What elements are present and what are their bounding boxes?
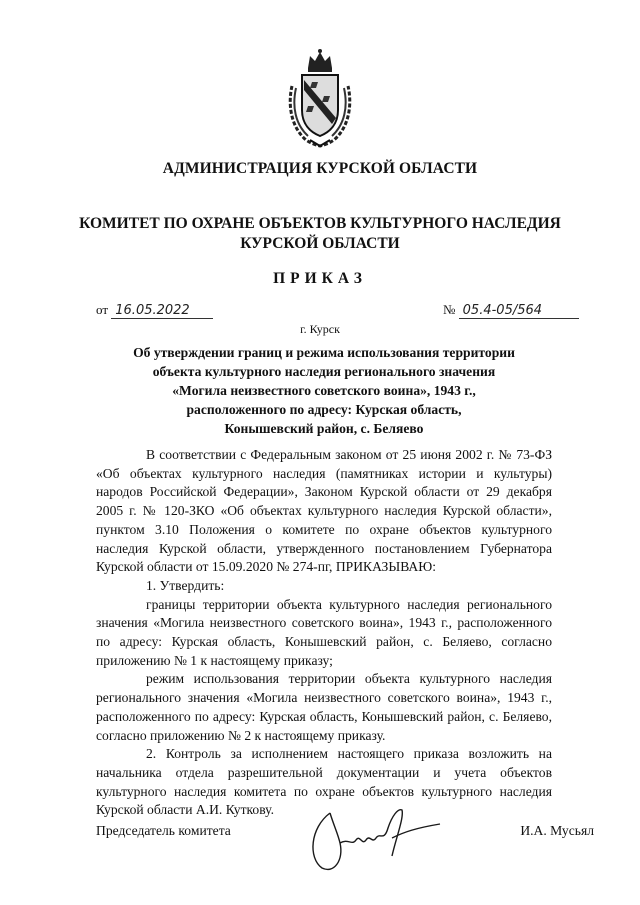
order-body	[96, 446, 552, 820]
paragraph-approve: 1. Утвердить:	[146, 577, 225, 593]
handwritten-signature	[300, 798, 450, 878]
order-subject	[96, 343, 552, 438]
signatory-position: Председатель комитета	[96, 823, 231, 838]
committee-title	[60, 214, 580, 254]
number-value: 05.4-05/564	[459, 303, 579, 319]
subject-line-1: Об утверждении границ и режима использования территории	[133, 345, 515, 360]
document-type: ПРИКАЗ	[273, 270, 367, 287]
coat-of-arms-emblem	[286, 48, 354, 148]
subject-line-2: объекта культурного наследия регионального значения	[152, 364, 496, 379]
administration-title: АДМИНИСТРАЦИЯ КУРСКОЙ ОБЛАСТИ	[162, 160, 478, 177]
paragraph-legal-basis: В соответствии с Федеральным законом от 25 июня 2002 г. № 73-ФЗ «Об объектах культурного наследия (памятниках истории и культуры) народов Российской Федерации», Законом Курской области от 29 декабря 2005 г. № 120-ЗКО «Об объектах культурного наследия Курской области», пунктом 3.10 Положения о комитете по охране объектов культурного наследия Курской области, утвержденного постановлением Губернатора Курской области от 15.09.2020 № 274-пг, ПРИКАЗЫВАЮ:	[96, 447, 552, 575]
date-value: 16.05.2022	[111, 303, 213, 319]
number-field	[443, 302, 579, 319]
subject-line-5: Конышевский район, с. Беляево	[224, 421, 424, 436]
committee-title-line-1: КОМИТЕТ ПО ОХРАНЕ ОБЪЕКТОВ КУЛЬТУРНОГО НАСЛЕДИЯ	[79, 215, 561, 232]
paragraph-regime: режим использования территории объекта культурного наследия регионального значения «Могила неизвестного советского воина», 1943 г., расположенного по адресу: Курская область, Конышевский район, с. Беляево, согласно приложению № 2 к настоящему приказу.	[96, 671, 552, 743]
city: г. Курск	[300, 322, 340, 336]
subject-line-4: расположенного по адресу: Курская область,	[186, 402, 462, 417]
date-field	[96, 302, 213, 319]
number-prefix: №	[443, 302, 456, 317]
paragraph-control: 2. Контроль за исполнением настоящего приказа возложить на начальника отдела разрешительной документации и учета объектов культурного наследия комитета по охране объектов культурного наследия Курской области А.И. Куткову.	[96, 746, 552, 818]
subject-line-3: «Могила неизвестного советского воина», 1943 г.,	[172, 383, 476, 398]
committee-title-line-2: КУРСКОЙ ОБЛАСТИ	[240, 235, 400, 252]
date-prefix: от	[96, 302, 109, 317]
signatory-name: И.А. Мусьял	[520, 823, 594, 838]
paragraph-boundaries: границы территории объекта культурного наследия регионального значения «Могила неизвестного советского воина», 1943 г., расположенного по адресу: Курская область, Конышевский район, с. Беляево, согласно приложению № 1 к настоящему приказу;	[96, 596, 552, 668]
